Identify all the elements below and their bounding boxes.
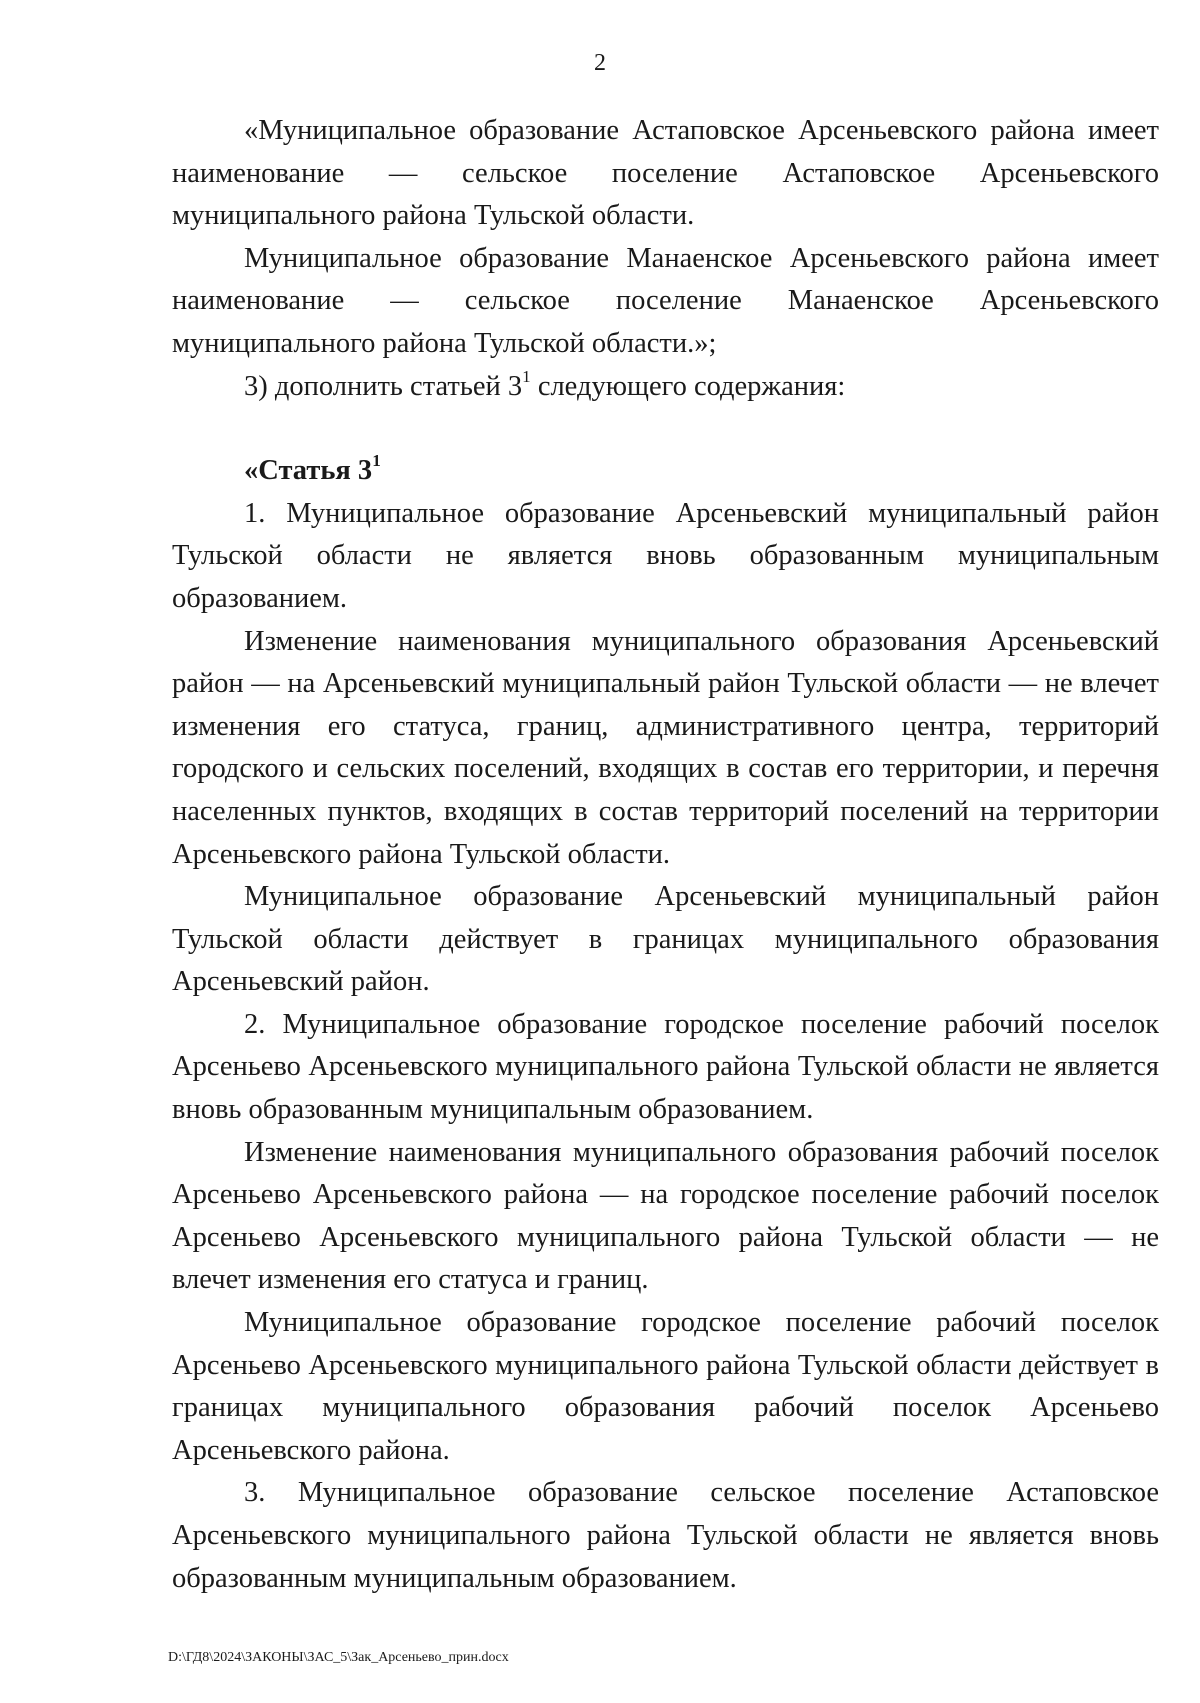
footer-file-path: D:\ГД8\2024\ЗАКОНЫ\ЗАС_5\Зак_Арсеньево_прин.docx xyxy=(168,1650,509,1665)
amendment-text-start: 3) дополнить статьей 3 xyxy=(244,370,523,402)
paragraph-astapovskoe-name: «Муниципальное образование Астаповское Арсеньевского района имеет наименование — сельское поселение Астаповское Арсеньевского муниципального района Тульской области. xyxy=(172,115,1159,232)
paragraph-clause-2: 2. Муниципальное образование городское поселение рабочий поселок Арсеньево Арсеньевского муниципального района Тульской области не является вновь образованным муниципальным образованием. xyxy=(172,1008,1159,1126)
paragraph-clause-2-borders: Муниципальное образование городское поселение рабочий поселок Арсеньево Арсеньевского муниципального района Тульской области действует в границах муниципального образования рабочий поселок Арсеньево Арсеньевского района. xyxy=(172,1307,1159,1466)
document-body xyxy=(172,110,1159,1600)
paragraph-clause-1: 1. Муниципальное образование Арсеньевский муниципальный район Тульской области не является вновь образованным муниципальным образованием. xyxy=(172,497,1159,614)
paragraph-amendment-item-3 xyxy=(172,366,1159,409)
article-heading-superscript: 1 xyxy=(372,451,381,471)
article-superscript: 1 xyxy=(522,366,531,386)
paragraph-clause-2-rename: Изменение наименования муниципального образования рабочий поселок Арсеньево Арсеньевского района — на городское поселение рабочий поселок Арсеньево Арсеньевского муниципального района Тульской области — не влечет изменения его статуса и границ. xyxy=(172,1136,1159,1296)
article-heading xyxy=(172,450,1159,493)
page-number: 2 xyxy=(594,50,606,76)
paragraph-clause-3: 3. Муниципальное образование сельское поселение Астаповское Арсеньевского муниципального района Тульской области не является вновь образованным муниципальным образованием. xyxy=(172,1477,1159,1594)
article-heading-text: «Статья 3 xyxy=(244,455,373,487)
paragraph-manaenskoe-name: Муниципальное образование Манаенское Арсеньевского района имеет наименование — сельское поселение Манаенское Арсеньевского муниципального района Тульской области.»; xyxy=(172,242,1159,359)
paragraph-clause-1-borders: Муниципальное образование Арсеньевский муниципальный район Тульской области действует в границах муниципального образования Арсеньевский район. xyxy=(172,881,1159,998)
amendment-text-end: следующего содержания: xyxy=(530,370,846,402)
paragraph-clause-1-rename: Изменение наименования муниципального образования Арсеньевский район — на Арсеньевский муниципальный район Тульской области — не влечет изменения его статуса, границ, административного центра, территорий городского и сельских поселений, входящих в состав его территории, и перечня населенных пунктов, входящих в состав территорий поселений на территории Арсеньевского района Тульской области. xyxy=(172,625,1159,870)
